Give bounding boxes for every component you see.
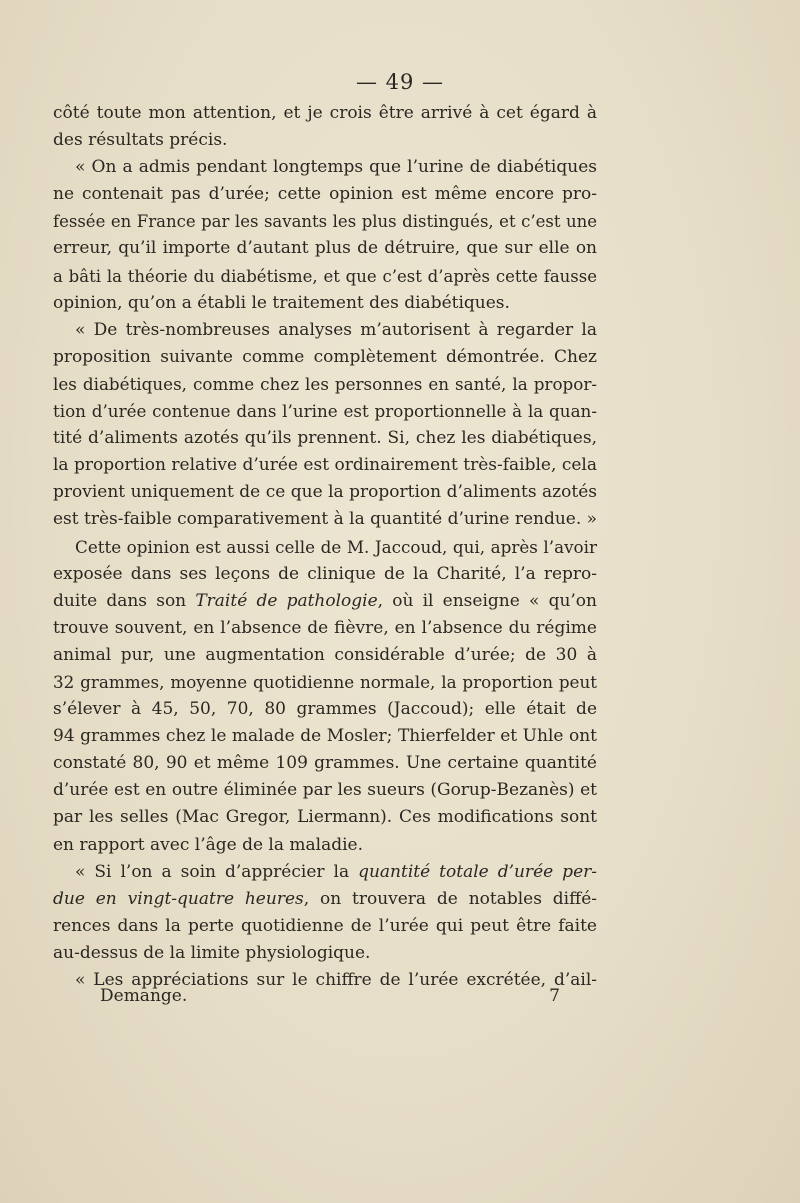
text-line: 32 grammes, moyenne quotidienne normale, la proportion peut (53, 671, 597, 692)
text-line (53, 859, 597, 886)
text-run: « Si l’on a soin d’apprécier la (75, 861, 359, 882)
text-line (53, 588, 597, 615)
text-line: côté toute mon attention, et je crois être arrivé à cet égard à (53, 103, 597, 123)
text-line: « Les appréciations sur le chiffre de l’urée excrétée, d’ail- (75, 970, 597, 990)
text-line: tité d’aliments azotés qu’ils prennent. Si, chez les diabétiques, (53, 428, 597, 449)
text-line: s’élever à 45, 50, 70, 80 grammes (Jaccoud); elle était de (53, 699, 597, 720)
signature-mark: 7 (549, 986, 560, 1006)
text-run: duite dans son (53, 590, 196, 611)
text-line: exposée dans ses leçons de clinique de la Charité, l’a repro- (53, 563, 597, 584)
emphasis-italic: due en vingt-quatre heures (53, 888, 304, 909)
text-line: « On a admis pendant longtemps que l’urine de diabétiques (75, 157, 597, 178)
text-line: « De très-nombreuses analyses m’autorisent à regarder la (75, 319, 597, 340)
page-number: — 49 — (355, 70, 445, 94)
book-title-italic: Traité de pathologie (195, 590, 378, 611)
text-run: , on trouvera de notables diffé- (303, 888, 597, 909)
body-text (53, 100, 597, 994)
page-footer (100, 986, 560, 1006)
text-line: fessée en France par les savants les plus distingués, et c’est une (53, 212, 597, 232)
text-line: tion d’urée contenue dans l’urine est proportionnelle à la quan- (53, 401, 597, 422)
text-line: 94 grammes chez le malade de Mosler; Thierfelder et Uhle ont (53, 726, 597, 747)
text-run: , où il enseigne « qu’on (377, 590, 597, 611)
text-line: constaté 80, 90 et même 109 grammes. Une certaine quantité (53, 753, 597, 774)
text-line: est très-faible comparativement à la quantité d’urine rendue. » (53, 509, 598, 530)
text-line: Cette opinion est aussi celle de M. Jaccoud, qui, après l’avoir (75, 536, 597, 557)
text-line: d’urée est en outre éliminée par les sueurs (Gorup-Bezanès) et (53, 780, 597, 801)
text-line: des résultats précis. (53, 130, 228, 151)
text-line: animal pur, une augmentation considérable d’urée; de 30 à (53, 644, 597, 665)
text-line: au-dessus de la limite physiologique. (53, 942, 371, 963)
text-line: par les selles (Mac Gregor, Liermann). Ces modifications sont (53, 807, 597, 828)
text-line: erreur, qu’il importe d’autant plus de détruire, que sur elle on (53, 238, 597, 259)
text-line: trouve souvent, en l’absence de fièvre, en l’absence du régime (53, 617, 597, 638)
text-line: provient uniquement de ce que la proportion d’aliments azotés (53, 482, 597, 503)
text-line: en rapport avec l’âge de la maladie. (53, 834, 364, 855)
text-line: a bâti la théorie du diabétisme, et que c’est d’après cette fausse (53, 266, 597, 286)
footer-author: Demange. (100, 986, 188, 1006)
text-line: proposition suivante comme complètement démontrée. Chez (53, 346, 597, 367)
text-line: ne contenait pas d’urée; cette opinion est même encore pro- (53, 184, 597, 205)
emphasis-italic: quantité totale d’urée per- (358, 861, 597, 882)
text-line: les diabétiques, comme chez les personnes en santé, la propor- (53, 373, 597, 394)
text-line: opinion, qu’on a établi le traitement des diabétiques. (53, 292, 510, 313)
text-line: la proportion relative d’urée est ordinairement très-faible, cela (53, 455, 597, 476)
text-line (53, 886, 597, 913)
text-line: rences dans la perte quotidienne de l’urée qui peut être faite (53, 915, 597, 936)
